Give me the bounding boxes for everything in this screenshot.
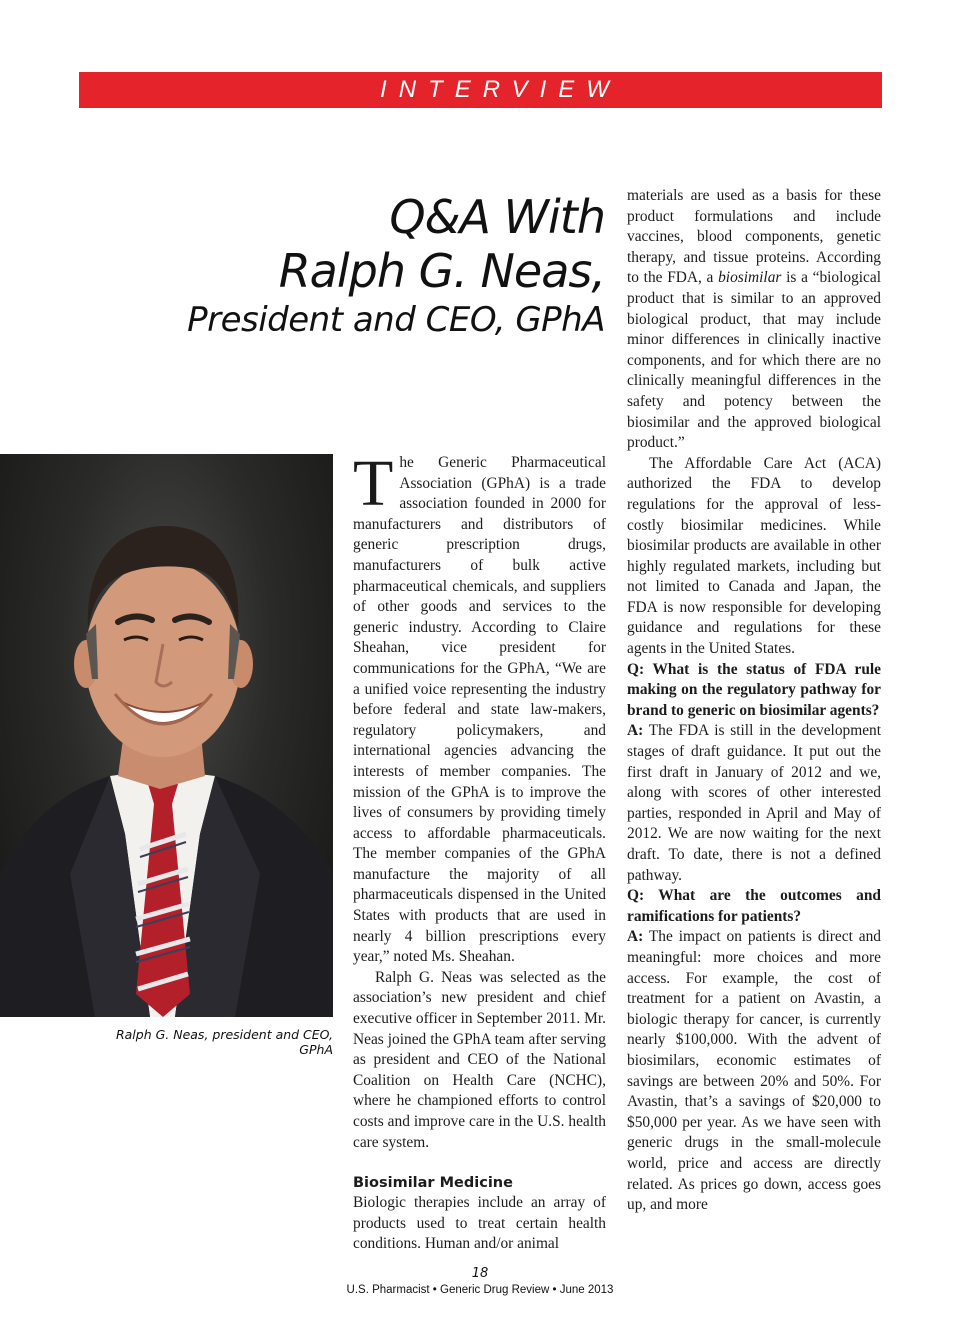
biosimilar-paragraph-2: The Affordable Care Act (ACA) authorized the FDA to develop regulations for the approval of less-costly biosimilar medicines. While biosimilar products are available in other highly regulated markets, including but not limited to Canada and Japan, the FDA is now responsible for developing guidance and regulations for these agents in the United States. <box>627 454 881 658</box>
section-heading-biosimilar: Biosimilar Medicine <box>353 1175 513 1192</box>
page-number: 18 <box>471 1266 489 1281</box>
article-title <box>187 190 605 342</box>
portrait-photo <box>0 454 333 1017</box>
photo-caption: Ralph G. Neas, president and CEO, GPhA <box>115 1027 333 1057</box>
answer-2 <box>627 927 881 1215</box>
question-1: Q: What is the status of FDA rule making on the regulatory pathway for brand to generic on biosimilar agents? <box>627 660 881 719</box>
title-line-3: President and CEO, GPhA <box>187 300 605 340</box>
publication-footer: U.S. Pharmacist • Generic Drug Review • June 2013 <box>346 1284 614 1296</box>
answer-1-text: The FDA is still in the development stages of draft guidance. It put out the first draft in January of 2012 and we, along with scores of other interested parties, responded in April and May of 2012. We are now waiting for the next draft. To date, there is not a defined pathway. <box>627 722 881 884</box>
biosimilar-paragraph-1-start: Biologic therapies include an array of products used to treat certain health conditions. Human and/or animal <box>353 1194 606 1253</box>
biosimilar-paragraph-1-continued <box>627 186 881 454</box>
title-line-2: Ralph G. Neas, <box>278 244 605 298</box>
question-2: Q: What are the outcomes and ramifications for patients? <box>627 887 881 925</box>
answer-2-label: A: <box>627 928 644 946</box>
column-middle <box>353 447 606 1255</box>
answer-1 <box>627 721 881 886</box>
intro-paragraph-1 <box>353 447 606 968</box>
column-right <box>627 186 881 1216</box>
intro-paragraph-2: Ralph G. Neas was selected as the association’s new president and chief executive officer in September 2011. Mr. Neas joined the GPhA team after serving as president and CEO of the National Coalition on Health Care (NCHC), where he championed efforts to control costs and improve care in the U.S. health care system. <box>353 968 606 1151</box>
section-banner <box>79 72 882 108</box>
section-banner-label: INTERVIEW <box>380 76 621 103</box>
drop-cap: T <box>353 447 394 520</box>
biosimilar-text-a: materials are used as a basis for these product formulations and include vaccines, blood components, genetic therapy, and tissue proteins. According to the FDA, a <box>627 187 881 287</box>
biosimilar-text-b: is a “biological product that is similar to an approved biological product, that may include minor differences in clinically inactive components, and for which there are no clinically meaningful differences in the safety and potency between the biosimilar and the approved biological product.” <box>627 269 881 452</box>
title-line-1: Q&A With <box>389 190 605 244</box>
answer-2-text: The impact on patients is direct and meaningful: more choices and more access. For example, the cost of treatment for a patient on Avastin, a biologic therapy for cancer, is currently nearly $100,000. With the advent of biosimilars, economic estimates of savings are between 20% and 50%. For Avastin, that’s a savings of $20,000 to $50,000 per year. As we have seen with generic drugs in the small-molecule world, price and access are directly related. As prices go down, access goes up, and more <box>627 928 881 1214</box>
biosimilar-term: biosimilar <box>718 269 782 287</box>
answer-1-label: A: <box>627 722 644 740</box>
intro-paragraph-1-text: he Generic Pharmaceutical Association (GPhA) is a trade association founded in 2000 for manufacturers and distributors of generic prescription drugs, manufacturers of bulk active pharmaceutical chemicals, and suppliers of other goods and services to the generic industry. According to Claire Sheahan, vice president for communications for the GPhA, “We are a unified voice representing the industry before federal and state law-makers, regulatory policymakers, and international agencies advancing the interests of member companies. The mission of the GPhA is to improve the lives of consumers by providing timely access to affordable pharmaceuticals. The member companies of the GPhA manufacture the majority of all pharmaceuticals dispensed in the United States with products that are used in nearly 4 billion prescriptions every year,” noted Ms. Sheahan. <box>353 454 606 966</box>
portrait-illustration <box>0 454 333 1017</box>
